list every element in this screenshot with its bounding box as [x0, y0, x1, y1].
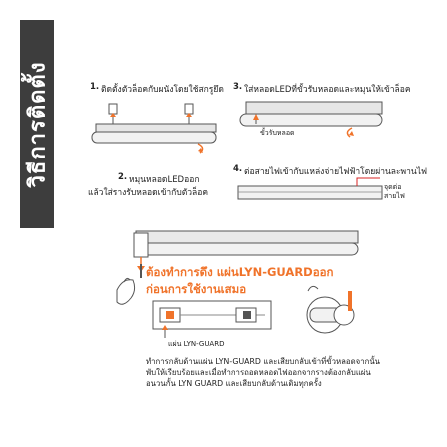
warning-prefix: ต้องทำการดึง แผ่น [146, 265, 239, 279]
lock-bracket-icon [185, 104, 193, 114]
warning-line1 [146, 264, 334, 282]
guard-tab-shape [348, 291, 352, 311]
led-tube-shape [134, 243, 358, 255]
lock-bracket-icon [109, 104, 117, 114]
title-banner [20, 20, 54, 228]
step-1-number: 1. [90, 82, 100, 92]
wire-icon [357, 178, 372, 186]
hand-icon [117, 280, 135, 305]
led-tube-shape [92, 132, 216, 143]
rail-shape [246, 102, 382, 114]
wire-point-label-line2: สายไฟ [384, 192, 405, 200]
rail-shape [136, 231, 358, 243]
step-2-number: 2. [118, 172, 128, 182]
lamp-holder-label: ขั้วรับหลอด [260, 129, 295, 137]
step-1-text: ติดตั้งตัวล็อคกับผนังโดยใช้สกรูยึด [101, 85, 224, 95]
led-fixture-shape [238, 186, 382, 199]
step-2-text-line1: หมุนหลอดLEDออก [129, 175, 200, 185]
step-2-text-line2: แล้วใส่รางรับหลอดเข้ากับตัวล็อค [88, 188, 209, 198]
warning-line2: ก่อนการใช้งานเสมอ [146, 282, 247, 296]
step-3-number: 3. [233, 82, 243, 92]
guard-detail-illustration [0, 0, 1, 1]
rotate-arrow-icon [349, 131, 354, 136]
warning-note [146, 356, 446, 389]
end-cap-shape [134, 233, 148, 257]
step-3-text: ใส่หลอดLEDที่ขั้วรับหลอดและหมุนให้เข้าล็อค [244, 85, 411, 95]
wire-point-label-line1: จุดต่อ [384, 183, 402, 191]
warning-suffix: ออก [312, 265, 334, 279]
title-text: วิธีการติดตั้ง [25, 61, 51, 187]
step-4-number: 4. [233, 164, 243, 174]
step-4-text: ต่อสายไฟเข้ากับแหล่งจ่ายไฟฟ้าโดยผ่านละพานไฟ [244, 167, 428, 177]
guard-tab-shape [166, 311, 174, 319]
led-tube-shape [240, 114, 382, 126]
warning-brand: LYN-GUARD [238, 265, 313, 279]
note-line: ทำการกลับด้านแผ่น LYN-GUARD และเสียบกลับเข้าที่ขั้วหลอดจากนั้น [146, 357, 381, 366]
note-line: อนวนกั้น LYN GUARD และเสียบกลับด้านเดิมทุกครั้ง [146, 379, 322, 388]
note-line: พับให้เรียบร้อยและเมื่อทำการถอดหลอดไฟออกจากรางต้องกลับแผ่น [146, 368, 371, 377]
rail-shape [96, 124, 216, 132]
guard-label: แผ่น LYN-GUARD [168, 340, 225, 348]
